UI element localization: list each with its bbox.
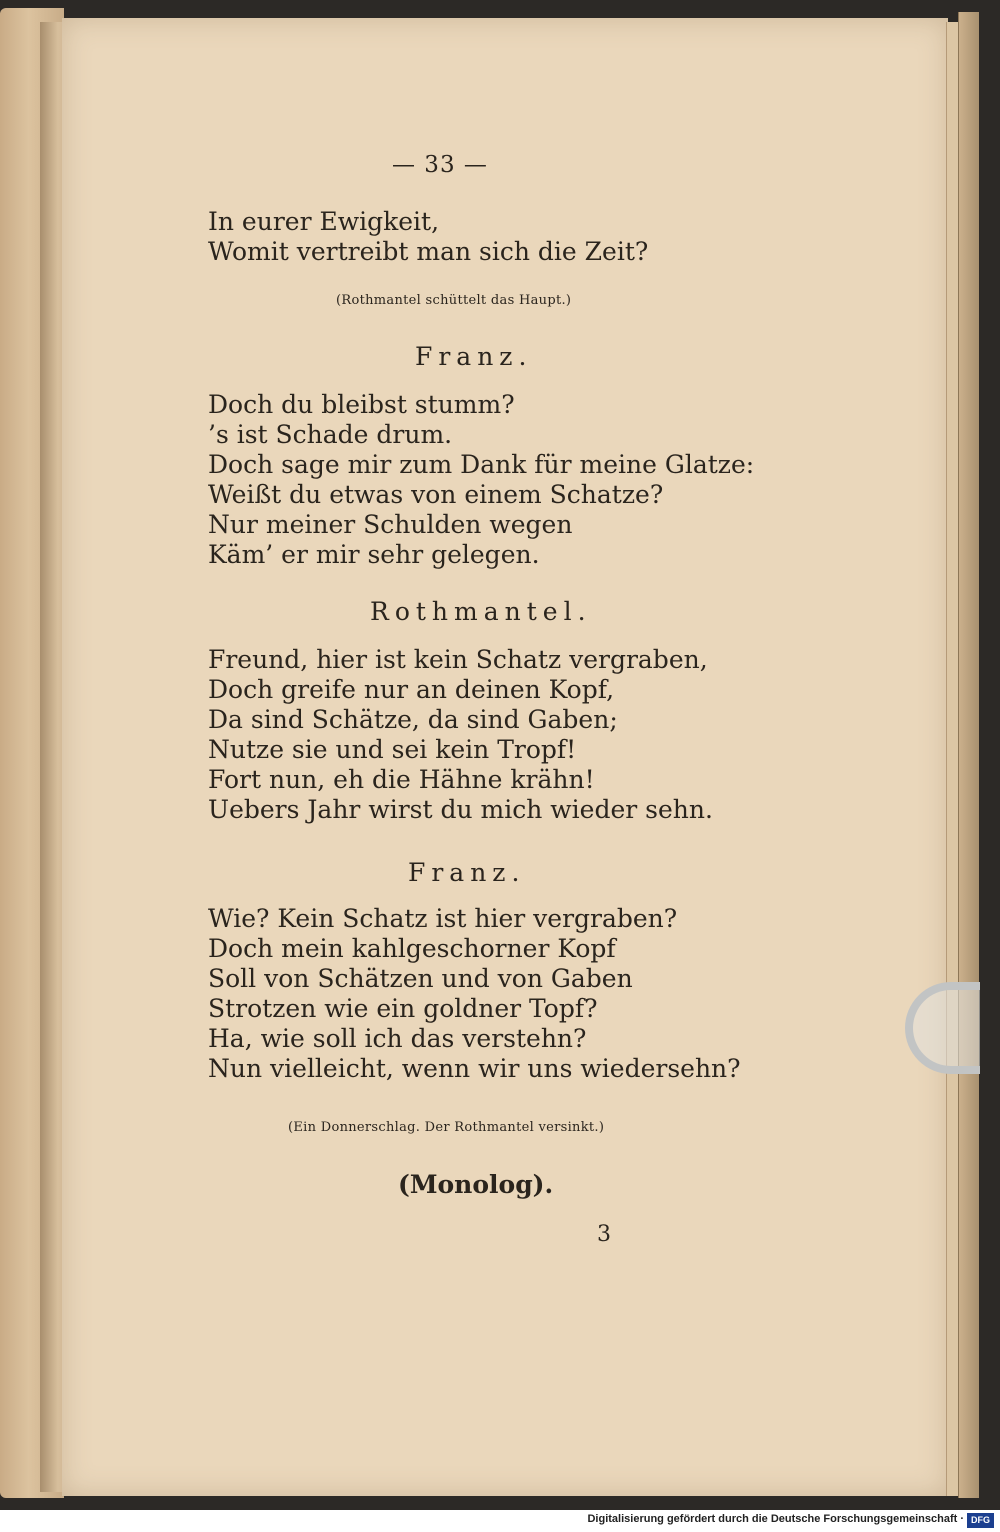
dfg-logo: DFG: [967, 1513, 994, 1528]
verse-line: Doch sage mir zum Dank für meine Glatze:: [208, 450, 755, 479]
speaker-name: Rothmantel.: [370, 597, 592, 626]
verse-line: Wie? Kein Schatz ist hier vergraben?: [208, 904, 678, 933]
verse-line: Uebers Jahr wirst du mich wieder sehn.: [208, 795, 713, 824]
verse-line: Nun vielleicht, wenn wir uns wiedersehn?: [208, 1054, 741, 1083]
verse-line: Doch greife nur an deinen Kopf,: [208, 675, 615, 704]
verse-line: ’s ist Schade drum.: [208, 420, 453, 449]
speaker-name: Franz.: [415, 342, 533, 371]
book-cover-edge: [958, 12, 979, 1498]
verse-line: Käm’ er mir sehr gelegen.: [208, 540, 540, 569]
verse-line: Soll von Schätzen und von Gaben: [208, 964, 633, 993]
verse-line: In eurer Ewigkeit,: [208, 207, 440, 236]
verse-line: Fort nun, eh die Hähne krähn!: [208, 765, 595, 794]
page-number: — 33 —: [392, 152, 488, 178]
footer-bar: [0, 1510, 1000, 1532]
stanza-3: [208, 645, 713, 825]
verse-line: Strotzen wie ein goldner Topf?: [208, 994, 598, 1023]
verse-line: Doch mein kahlgeschorner Kopf: [208, 934, 616, 963]
verse-line: Nur meiner Schulden wegen: [208, 510, 573, 539]
stanza-2: [208, 390, 754, 570]
verse-line: Ha, wie soll ich das verstehn?: [208, 1024, 587, 1053]
stanza-4: [208, 904, 741, 1084]
stage-direction: (Rothmantel schüttelt das Haupt.): [336, 293, 572, 308]
speaker-name: Franz.: [408, 858, 526, 887]
verse-line: Doch du bleibst stumm?: [208, 390, 515, 419]
funding-notice: Digitalisierung gefördert durch die Deutsche Forschungsgemeinschaft ·: [587, 1513, 964, 1525]
verse-line: Da sind Schätze, da sind Gaben;: [208, 705, 618, 734]
verse-line: Freund, hier ist kein Schatz vergraben,: [208, 645, 708, 674]
verse-line: Weißt du etwas von einem Schatze?: [208, 480, 664, 509]
verse-line: Nutze sie und sei kein Tropf!: [208, 735, 577, 764]
stage-direction: (Ein Donnerschlag. Der Rothmantel versinkt.): [288, 1120, 605, 1135]
stanza-1: [208, 207, 648, 267]
signature-mark: 3: [597, 1222, 611, 1247]
section-heading: (Monolog).: [398, 1170, 554, 1199]
verse-line: Womit vertreibt man sich die Zeit?: [208, 237, 649, 266]
